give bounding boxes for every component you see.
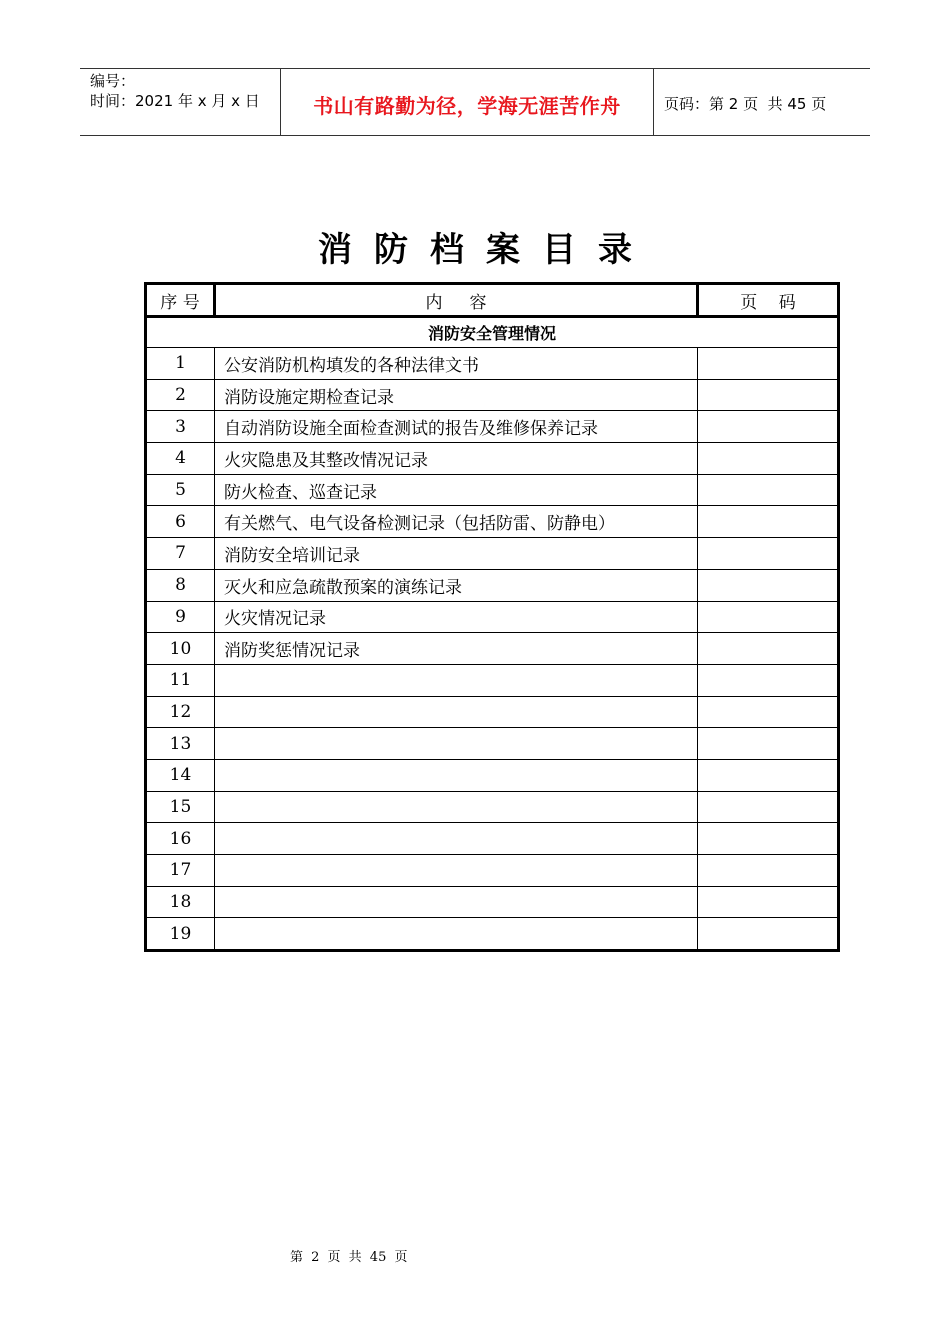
row-page bbox=[698, 348, 839, 380]
row-number: 15 bbox=[146, 791, 215, 823]
row-content: 公安消防机构填发的各种法律文书 bbox=[215, 348, 698, 380]
row-page bbox=[698, 728, 839, 760]
column-header-page: 页 码 bbox=[698, 284, 839, 317]
row-number: 11 bbox=[146, 664, 215, 696]
row-page bbox=[698, 696, 839, 728]
table-row bbox=[146, 348, 839, 380]
row-content bbox=[215, 918, 698, 951]
row-number: 16 bbox=[146, 823, 215, 855]
row-page bbox=[698, 633, 839, 665]
table-header-row bbox=[146, 284, 839, 317]
row-content bbox=[215, 791, 698, 823]
row-page bbox=[698, 474, 839, 506]
row-content: 火灾情况记录 bbox=[215, 601, 698, 633]
row-page bbox=[698, 855, 839, 887]
row-content: 灭火和应急疏散预案的演练记录 bbox=[215, 569, 698, 601]
column-header-content: 内 容 bbox=[215, 284, 698, 317]
header-meta bbox=[80, 69, 281, 135]
row-number: 14 bbox=[146, 759, 215, 791]
row-page bbox=[698, 506, 839, 538]
table-row bbox=[146, 601, 839, 633]
document-date-label: 时间：2021 年 x 月 x 日 bbox=[90, 92, 260, 110]
row-content bbox=[215, 728, 698, 760]
row-content: 火灾隐患及其整改情况记录 bbox=[215, 443, 698, 475]
table-row bbox=[146, 823, 839, 855]
row-page bbox=[698, 918, 839, 951]
row-content bbox=[215, 823, 698, 855]
table-row bbox=[146, 474, 839, 506]
row-content: 消防安全培训记录 bbox=[215, 538, 698, 570]
row-content: 有关燃气、电气设备检测记录（包括防雷、防静电） bbox=[215, 506, 698, 538]
row-page bbox=[698, 379, 839, 411]
row-number: 5 bbox=[146, 474, 215, 506]
header-motto: 书山有路勤为径，学海无涯苦作舟 bbox=[281, 69, 654, 135]
table-row bbox=[146, 855, 839, 887]
table-row bbox=[146, 886, 839, 918]
row-content: 消防奖惩情况记录 bbox=[215, 633, 698, 665]
table-row bbox=[146, 569, 839, 601]
table-row bbox=[146, 411, 839, 443]
row-page bbox=[698, 411, 839, 443]
row-page bbox=[698, 443, 839, 475]
column-header-number: 序 号 bbox=[146, 284, 215, 317]
row-number: 2 bbox=[146, 379, 215, 411]
row-page bbox=[698, 569, 839, 601]
page-title: 消防档案目录 bbox=[318, 230, 654, 270]
row-content: 消防设施定期检查记录 bbox=[215, 379, 698, 411]
row-content bbox=[215, 759, 698, 791]
table-row bbox=[146, 759, 839, 791]
table-row bbox=[146, 633, 839, 665]
row-number: 13 bbox=[146, 728, 215, 760]
row-page bbox=[698, 886, 839, 918]
row-content: 自动消防设施全面检查测试的报告及维修保养记录 bbox=[215, 411, 698, 443]
row-content bbox=[215, 855, 698, 887]
header-page-info: 页码：第 2 页 共 45 页 bbox=[664, 94, 827, 113]
document-number-label: 编号： bbox=[90, 72, 136, 90]
row-page bbox=[698, 791, 839, 823]
row-number: 8 bbox=[146, 569, 215, 601]
row-content: 防火检查、巡查记录 bbox=[215, 474, 698, 506]
row-page bbox=[698, 759, 839, 791]
row-number: 7 bbox=[146, 538, 215, 570]
section-title: 消防安全管理情况 bbox=[146, 317, 839, 348]
row-page bbox=[698, 601, 839, 633]
row-page bbox=[698, 538, 839, 570]
table-row bbox=[146, 506, 839, 538]
row-number: 12 bbox=[146, 696, 215, 728]
table-row bbox=[146, 728, 839, 760]
row-number: 6 bbox=[146, 506, 215, 538]
row-number: 18 bbox=[146, 886, 215, 918]
table-row bbox=[146, 918, 839, 951]
section-row bbox=[146, 317, 839, 348]
row-number: 10 bbox=[146, 633, 215, 665]
row-number: 19 bbox=[146, 918, 215, 951]
row-number: 17 bbox=[146, 855, 215, 887]
row-page bbox=[698, 664, 839, 696]
table-row bbox=[146, 379, 839, 411]
row-page bbox=[698, 823, 839, 855]
row-content bbox=[215, 696, 698, 728]
table-row bbox=[146, 791, 839, 823]
page-header bbox=[80, 68, 870, 136]
row-content bbox=[215, 886, 698, 918]
row-number: 9 bbox=[146, 601, 215, 633]
row-number: 4 bbox=[146, 443, 215, 475]
table-row bbox=[146, 696, 839, 728]
catalog-table bbox=[144, 282, 840, 952]
page-footer: 第 2 页 共 45 页 bbox=[290, 1250, 408, 1265]
row-number: 1 bbox=[146, 348, 215, 380]
row-number: 3 bbox=[146, 411, 215, 443]
table-row bbox=[146, 664, 839, 696]
table-row bbox=[146, 538, 839, 570]
table-row bbox=[146, 443, 839, 475]
row-content bbox=[215, 664, 698, 696]
